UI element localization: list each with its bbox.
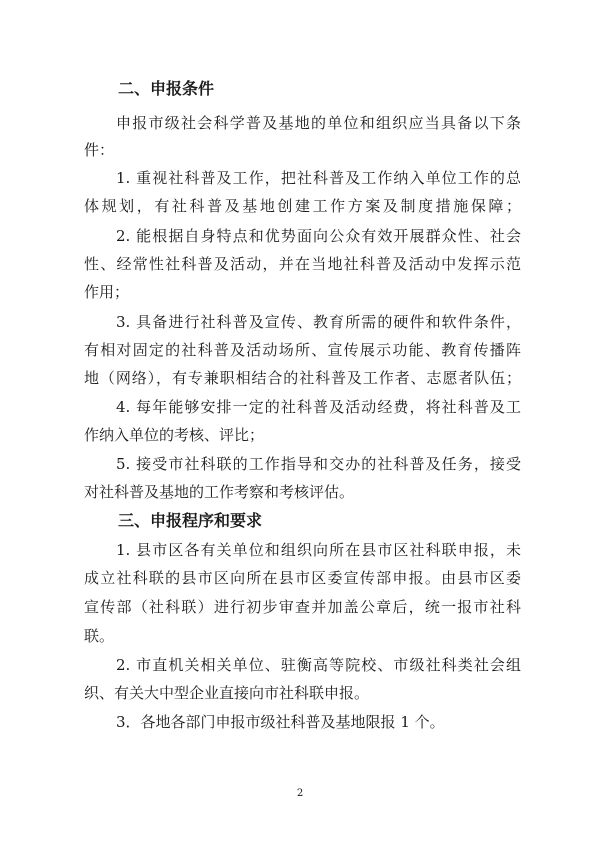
condition-3-line-1: 3. 具备进行社科普及宣传、教育所需的硬件和软件条件， <box>116 313 521 331</box>
procedure-1-line-3: 宣传部（社科联）进行初步审查并加盖公章后，统一报市社科 <box>84 598 521 616</box>
condition-2-line-2: 性、经常性社科普及活动，并在当地社科普及活动中发挥示范 <box>84 255 521 273</box>
procedure-1-line-4: 联。 <box>84 627 115 645</box>
page-number: 2 <box>296 788 304 799</box>
condition-2-line-3: 作用； <box>84 283 130 301</box>
section-heading-procedure-requirements: 三、申报程序和要求 <box>118 511 263 530</box>
condition-2-line-1: 2. 能根据自身特点和优势面向公众有效开展群众性、社会 <box>116 227 521 245</box>
intro-line-1: 申报市级社会科学普及基地的单位和组织应当具备以下条 <box>116 114 521 132</box>
condition-1-line-2: 体规划，有社科普及基地创建工作方案及制度措施保障； <box>84 197 521 215</box>
procedure-1-line-1: 1. 县市区各有关单位和组织向所在县市区社科联申报，未 <box>116 541 521 559</box>
condition-4-line-1: 4. 每年能够安排一定的社科普及活动经费，将社科普及工 <box>116 398 521 416</box>
procedure-1-line-2: 成立社科联的县市区向所在县市区委宣传部申报。由县市区委 <box>84 569 521 587</box>
procedure-2-line-2: 织、有关大中型企业直接向市社科联申报。 <box>84 684 370 702</box>
condition-3-line-2: 有相对固定的社科普及活动场所、宣传展示功能、教育传播阵 <box>84 341 521 359</box>
intro-line-2: 件： <box>84 141 115 159</box>
condition-5-line-2: 对社科普及基地的工作考察和考核评估。 <box>84 483 355 501</box>
condition-5-line-1: 5. 接受市社科联的工作指导和交办的社科普及任务，接受 <box>116 455 521 473</box>
condition-1-line-1: 1. 重视社科普及工作，把社科普及工作纳入单位工作的总 <box>116 169 521 187</box>
section-heading-application-conditions: 二、申报条件 <box>118 79 215 98</box>
procedure-3-line-1: 3．各地各部门申报市级社科普及基地限报 1 个。 <box>116 713 445 731</box>
condition-4-line-2: 作纳入单位的考核、评比； <box>84 426 265 444</box>
procedure-2-line-1: 2. 市直机关相关单位、驻衡高等院校、市级社科类社会组 <box>116 656 521 674</box>
condition-3-line-3: 地（网络），有专兼职相结合的社科普及工作者、志愿者队伍； <box>84 369 521 387</box>
